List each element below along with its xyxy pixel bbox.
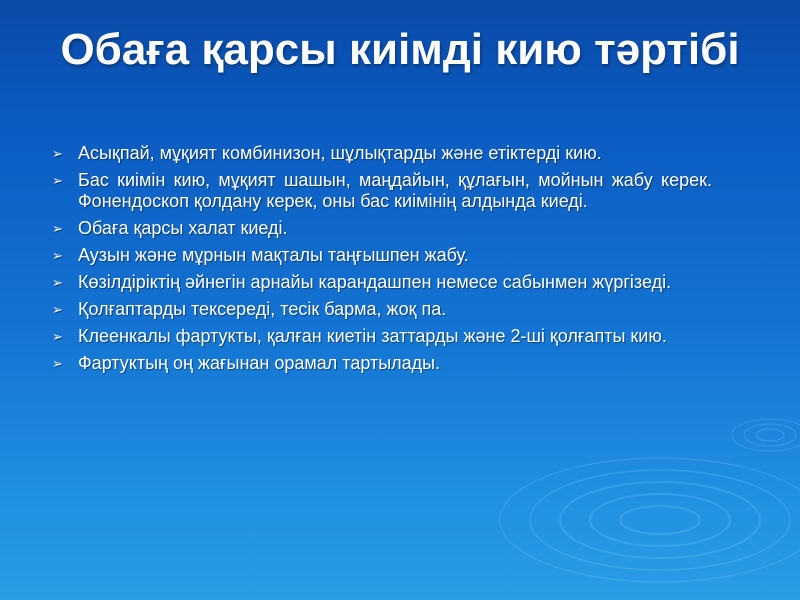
- arrowhead-icon: ➢: [52, 302, 63, 317]
- arrowhead-icon: ➢: [52, 221, 63, 236]
- list-item: [52, 143, 712, 164]
- arrowhead-icon: ➢: [52, 275, 63, 290]
- list-item-text: Аузын және мұрнын мақталы таңғышпен жабу.: [78, 245, 469, 265]
- slide-title: Обаға қарсы киімді кию тәртібі: [60, 25, 740, 74]
- list-item-text: Фартуктың оң жағынан орамал тартылады.: [78, 353, 441, 373]
- list-item-text: Қолғаптарды тексереді, тесік барма, жоқ па.: [78, 299, 447, 319]
- list-item: [52, 218, 712, 239]
- list-item: [52, 245, 712, 266]
- list-item-text: Клеенкалы фартукты, қалған киетін заттарды және 2-ші қолғапты кию.: [78, 326, 667, 346]
- list-item: [52, 299, 712, 320]
- arrowhead-icon: ➢: [52, 146, 63, 161]
- list-item: [52, 353, 712, 374]
- list-item-text: Обаға қарсы халат киеді.: [78, 218, 288, 238]
- list-item: [52, 272, 712, 293]
- list-item-text: Асықпай, мұқият комбинизон, шұлықтарды және етіктерді кию.: [78, 143, 602, 163]
- arrowhead-icon: ➢: [52, 329, 63, 344]
- arrowhead-icon: ➢: [52, 356, 63, 371]
- list-item-text: Көзілдіріктің әйнегін арнайы карандашпен немесе сабынмен жүргізеді.: [78, 272, 672, 292]
- arrowhead-icon: ➢: [52, 173, 63, 188]
- bullet-list: [52, 143, 712, 380]
- list-item-text: Бас киімін кию, мұқият шашын, маңдайын, құлағын, мойнын жабу керек. Фонендоскоп қолдану керек, оны бас киімінің алдында киеді.: [78, 170, 712, 211]
- arrowhead-icon: ➢: [52, 248, 63, 263]
- list-item: [52, 326, 712, 347]
- list-item: [52, 170, 712, 212]
